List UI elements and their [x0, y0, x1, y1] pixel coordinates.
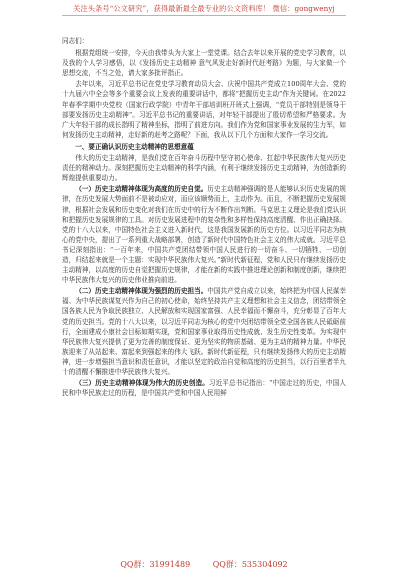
point-paragraph [62, 184, 346, 285]
point-heading: （一）历史主动精神体现为高度的历史自觉。 [75, 185, 208, 194]
header-banner: 关注头条号“公文研究”，获得最新最全最专业的公文资料库！ 微信：gongwenyj [73, 4, 335, 13]
point-text: 习近平总书记指出：“中国走过的历史，中国人民和中华民族走过的历程，是中国共产党和中国人民用鲜 [62, 379, 346, 398]
footer-contacts [0, 559, 408, 570]
point-heading: （二）历史主动精神体现为强烈的历史担当。 [75, 287, 208, 296]
header-divider [62, 15, 346, 16]
section-heading: 一、要正确认识历史主动精神的思想意蕴 [75, 142, 194, 151]
point-text: 历史主动精神强调的是人能够认识历史发展的规律，在历史发展大势面前不是被动应对，而应该顺势而上，主动作为。而且，不断把握历史发展规律，根据社会发展和历史变化对我们在历史中的行为不断作出判断。马克思主义理论是我们党认识和把握历史发展规律的工具。对历史发展进程中的复杂性和多样性保持高度清醒、作出正确抉择。党的十八大以来，中国特色社会主义进入新时代，这是我国发展新的历史方位。以习近平同志为核心的党中央，提出了一系列重大战略部署，创造了新时代中国特色社会主义的伟大成就。习近平总书记深刻指出：“一百年来，中国共产党团结带领中国人民进行的一切奋斗、一切牺牲、一切创造，归结起来就是一个主题：实现中华民族伟大复兴。”新时代新征程，党和人民只有继续发扬历史主动精神，以高度的历史自觉把握历史规律，才能在新的实践中推进理论创新和制度创新，继续把中华民族伟大复兴的历史伟业推向前进。 [62, 185, 346, 285]
point-paragraph [62, 378, 346, 398]
section-intro: 伟大的历史主动精神，是我们党在百年奋斗历程中坚守初心使命、扛起中华民族伟大复兴历史责任的精神动力。深刻把握历史主动精神的科学内涵，有利于继续发扬历史主动精神，为创造新的辉煌提供重要动力。 [62, 154, 346, 183]
salutation: 同志们： [62, 37, 89, 45]
paragraph-intro: 根据党组统一安排，今天由我带头为大家上一堂党课。结合去年以来开展的党史学习教育，以及我的个人学习感悟，以《发扬历史主动精神 意气风发走好新时代赶考路》为题，与大家做一个思想交流，不当之处，请大家多批评指正。 [62, 49, 346, 78]
document-body [62, 36, 346, 399]
footer-qq-group-1: QQ群：31991489 [120, 560, 191, 569]
point-paragraph [62, 286, 346, 377]
footer-qq-group-2: QQ群：535304092 [212, 560, 288, 569]
paragraph-background: 去年以来，习近平总书记在党史学习教育动员大会、庆祝中国共产党成立100周年大会、党的十九届六中全会等多个重要会议上发表的重要讲话中，都将“把握历史主动”作为关键词。在2022年春季学期中央党校（国家行政学院）中青年干部培训班开班式上强调，“党员干部特别是领导干部要发扬历史主动精神”。习近平总书记的重要讲话，对年轻干部提出了殷切希望和严格要求。为广大年轻干部的成长指明了精神坐标，指明了前进方向。我们作为党和国家事业发展的生力军，如何发扬历史主动精神，走好新的赶考之路呢？下面，我从以下几个方面和大家作一学习交流。 [62, 80, 346, 139]
point-heading: （三）历史主动精神体现为伟大的历史创造。 [75, 379, 209, 388]
point-text: 中国共产党自成立以来，始终把为中国人民谋幸福、为中华民族谋复兴作为自己的初心使命，始终坚持共产主义理想和社会主义信念，团结带领全国各族人民为争取民族独立、人民解放和实现国家富强、人民幸福而不懈奋斗，充分彰显了百年大党的历史担当。党的十八大以来，以习近平同志为核心的党中央团结带领全党全国各族人民砥砺前行，全面建成小康社会目标如期实现，党和国家事业取得历史性成就、发生历史性变革。为实现中华民族伟大复兴提供了更为完善的制度保证、更为坚实的物质基础、更为主动的精神力量。中华民族迎来了从站起来、富起来到强起来的伟大飞跃。新时代新征程，只有继续发扬伟大的历史主动精神，进一步增强担当意识和责任意识，才能以坚定的政治自觉和高度的历史担当，以行百里者半九十的清醒不懈推进中华民族伟大复兴。 [62, 287, 346, 376]
